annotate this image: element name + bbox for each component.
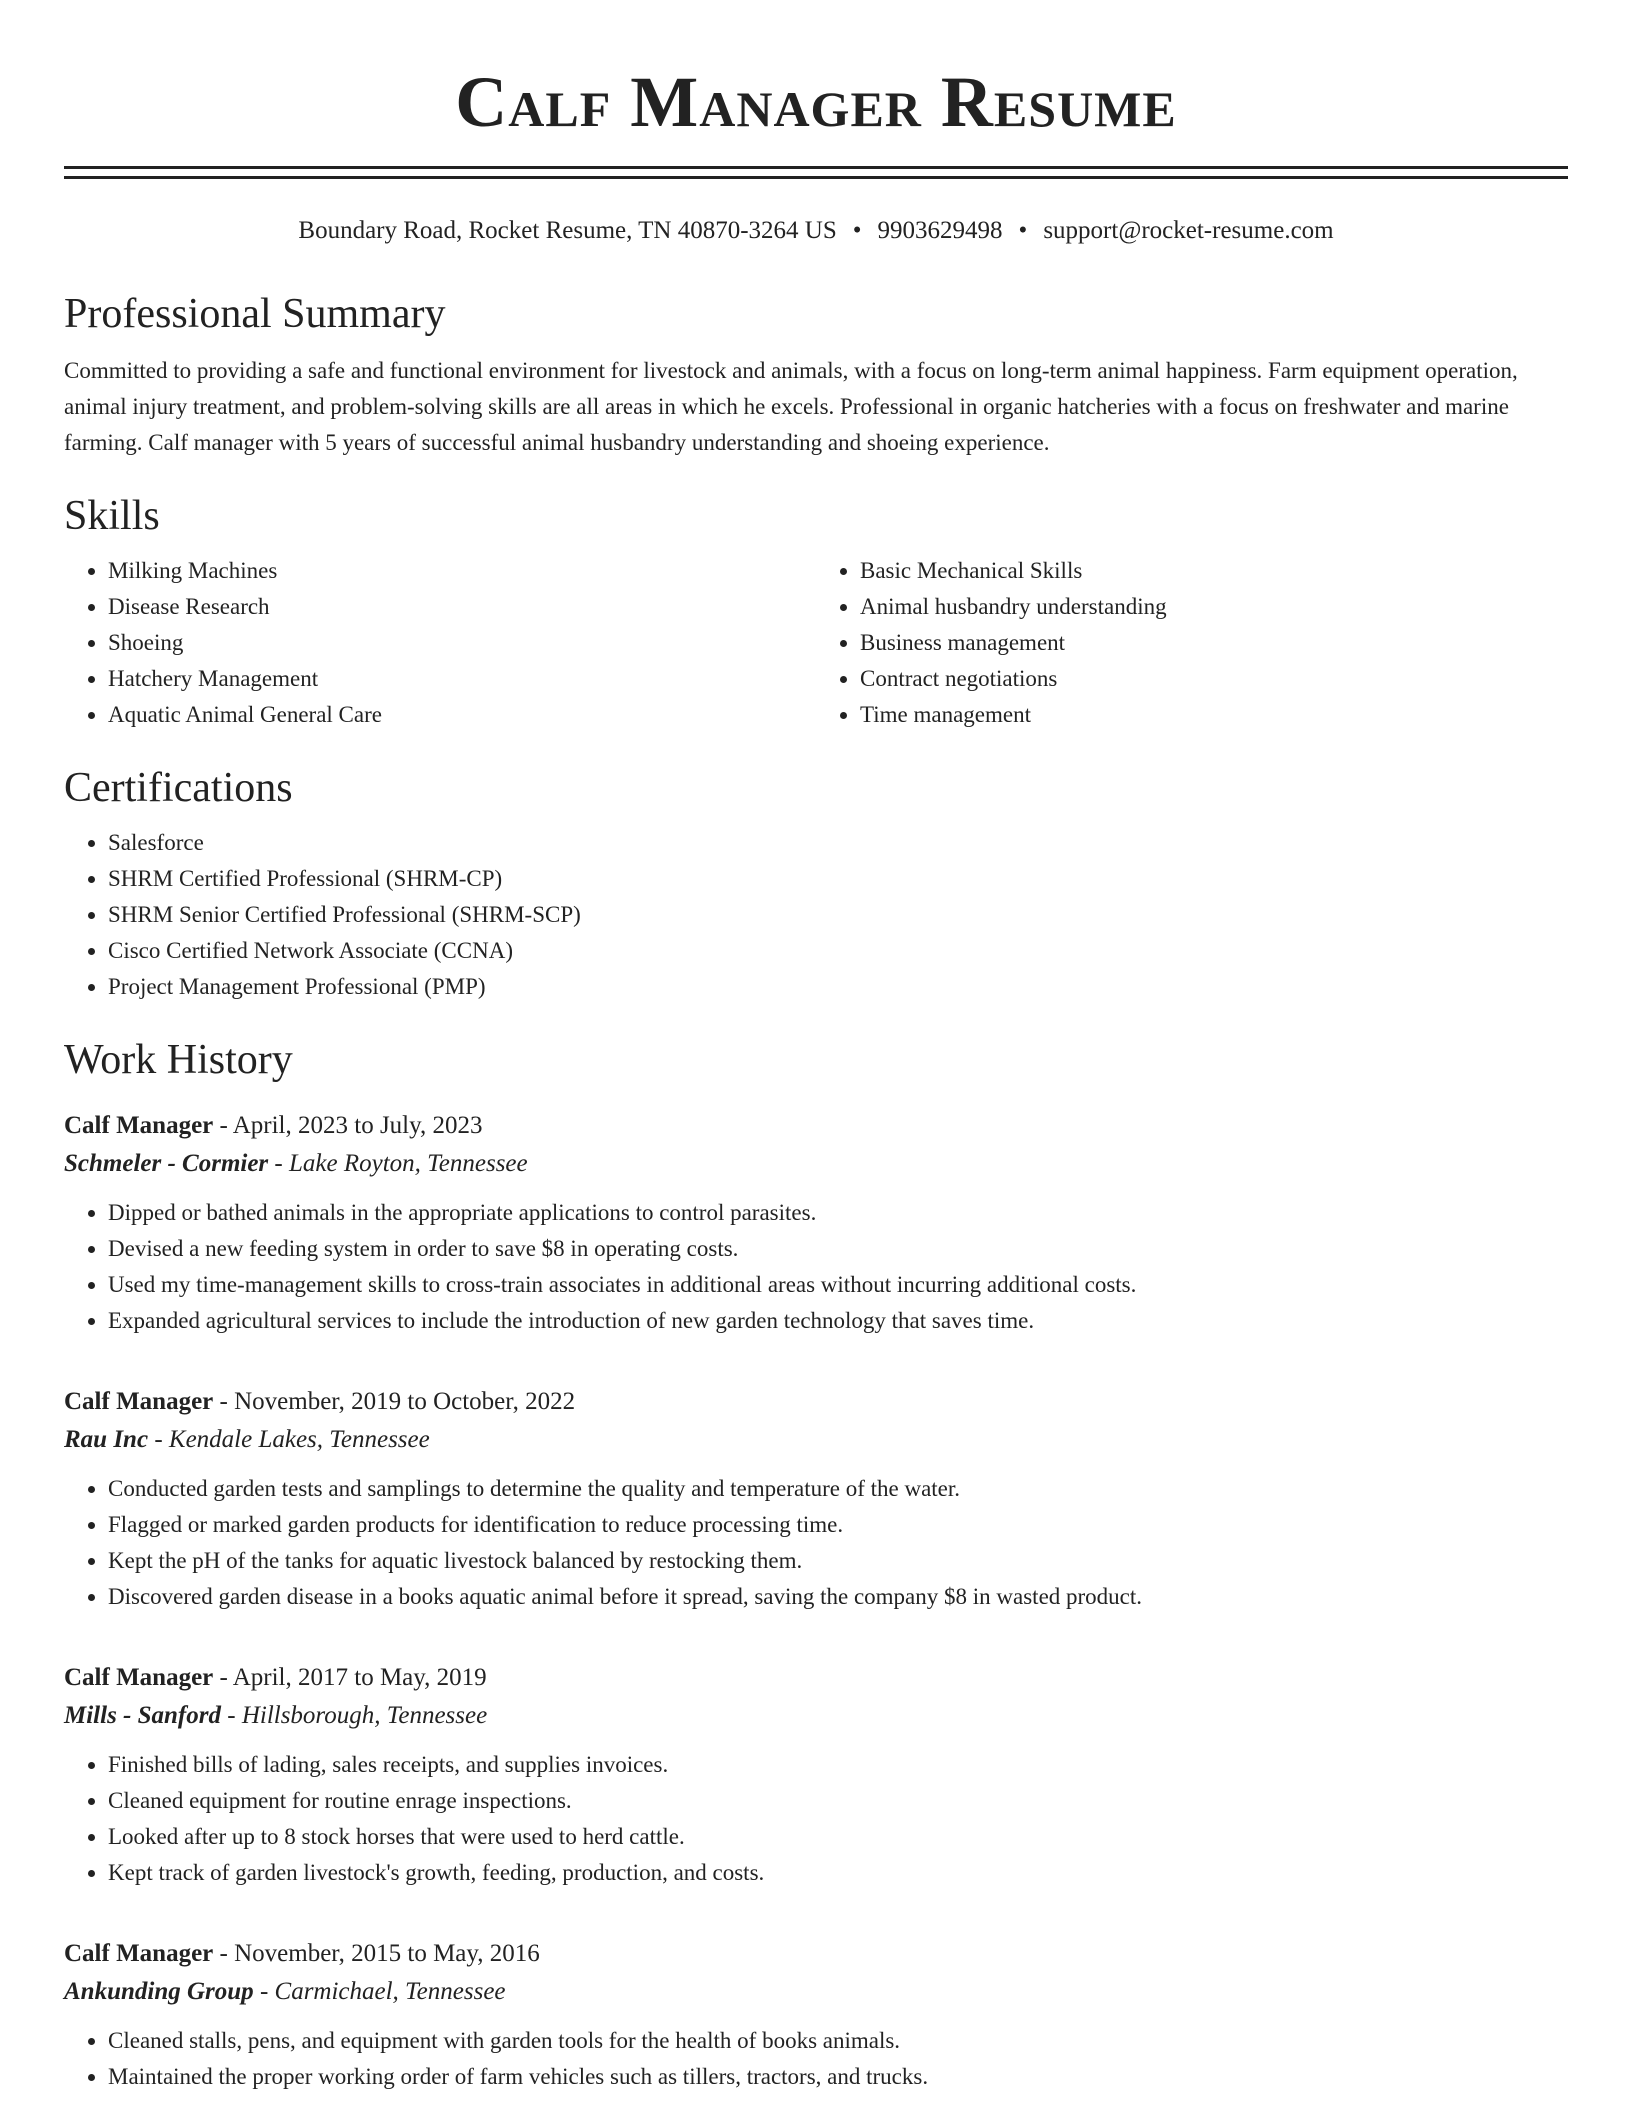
job-company-line bbox=[64, 1421, 1568, 1459]
job-title: Calf Manager bbox=[64, 1388, 214, 1415]
job-dates: November, 2015 to May, 2016 bbox=[234, 1940, 540, 1967]
job-bullets bbox=[64, 2023, 1568, 2095]
skill-item: • Aquatic Animal General Care bbox=[108, 697, 816, 733]
job-bullet: • Flagged or marked garden products for identification to reduce processing time. bbox=[108, 1507, 1568, 1543]
resume-title: Calf Manager Resume bbox=[455, 62, 1177, 142]
certifications-heading: Certifications bbox=[64, 765, 293, 811]
job-location: Lake Royton, Tennessee bbox=[289, 1150, 528, 1177]
job-dates: April, 2017 to May, 2019 bbox=[232, 1664, 487, 1691]
job-company-line bbox=[64, 1697, 1568, 1735]
job-location: Kendale Lakes, Tennessee bbox=[168, 1426, 430, 1453]
job-dates: April, 2023 to July, 2023 bbox=[232, 1112, 483, 1139]
job-bullets bbox=[64, 1195, 1568, 1339]
job-title-line bbox=[64, 1383, 1568, 1421]
job-dash: - bbox=[253, 1978, 275, 2005]
certification-item: • Cisco Certified Network Associate (CCNA) bbox=[108, 933, 1568, 969]
job-bullet: • Kept the pH of the tanks for aquatic livestock balanced by restocking them. bbox=[108, 1543, 1568, 1579]
contact-address: Boundary Road, Rocket Resume, TN 40870-3264 US bbox=[298, 217, 837, 244]
job-entry bbox=[64, 1383, 1568, 1615]
title-divider-bottom bbox=[64, 176, 1568, 179]
job-dash: - bbox=[213, 1388, 235, 1415]
skills-heading: Skills bbox=[64, 493, 160, 539]
contact-line bbox=[64, 215, 1568, 247]
job-bullet: • Cleaned stalls, pens, and equipment with garden tools for the health of books animals. bbox=[108, 2023, 1568, 2059]
job-dash: - bbox=[220, 1702, 242, 1729]
skill-item: • Disease Research bbox=[108, 589, 816, 625]
skills-list-right bbox=[816, 553, 1568, 733]
job-bullet: • Dipped or bathed animals in the appropriate applications to control parasites. bbox=[108, 1195, 1568, 1231]
skill-item: • Basic Mechanical Skills bbox=[860, 553, 1568, 589]
summary-heading: Professional Summary bbox=[64, 291, 446, 337]
job-entry bbox=[64, 1935, 1568, 2095]
skill-item: • Time management bbox=[860, 697, 1568, 733]
job-bullet: • Expanded agricultural services to include the introduction of new garden technology that saves time. bbox=[108, 1303, 1568, 1339]
certification-item: • SHRM Senior Certified Professional (SHRM-SCP) bbox=[108, 897, 1568, 933]
job-title-line bbox=[64, 1659, 1568, 1697]
job-dash: - bbox=[268, 1150, 289, 1177]
skills-columns bbox=[64, 553, 1568, 733]
skill-item: • Hatchery Management bbox=[108, 661, 816, 697]
certification-item: • SHRM Certified Professional (SHRM-CP) bbox=[108, 861, 1568, 897]
contact-email: support@rocket-resume.com bbox=[1043, 217, 1334, 244]
job-dash: - bbox=[213, 1940, 235, 1967]
contact-separator: • bbox=[1018, 217, 1028, 244]
job-title-line bbox=[64, 1935, 1568, 1973]
title-divider-top bbox=[64, 166, 1568, 169]
job-bullet: • Finished bills of lading, sales receipts, and supplies invoices. bbox=[108, 1747, 1568, 1783]
contact-separator: • bbox=[852, 217, 862, 244]
job-location: Carmichael, Tennessee bbox=[274, 1978, 506, 2005]
job-bullet: • Cleaned equipment for routine enrage inspections. bbox=[108, 1783, 1568, 1819]
job-bullet: • Discovered garden disease in a books aquatic animal before it spread, saving the company $8 in wasted product. bbox=[108, 1579, 1568, 1615]
contact-phone: 9903629498 bbox=[877, 217, 1003, 244]
job-location: Hillsborough, Tennessee bbox=[241, 1702, 488, 1729]
skills-list-left bbox=[64, 553, 816, 733]
job-bullet: • Used my time-management skills to cross-train associates in additional areas without incurring additional costs. bbox=[108, 1267, 1568, 1303]
skill-item: • Contract negotiations bbox=[860, 661, 1568, 697]
certification-item: • Project Management Professional (PMP) bbox=[108, 969, 1568, 1005]
skill-item: • Milking Machines bbox=[108, 553, 816, 589]
job-bullets bbox=[64, 1747, 1568, 1891]
certification-item: • Salesforce bbox=[108, 825, 1568, 861]
job-company: Rau Inc bbox=[64, 1426, 149, 1453]
job-company: Mills - Sanford bbox=[64, 1702, 221, 1729]
work-history-heading: Work History bbox=[64, 1037, 293, 1083]
job-bullet: • Looked after up to 8 stock horses that were used to herd cattle. bbox=[108, 1819, 1568, 1855]
job-title: Calf Manager bbox=[64, 1112, 214, 1139]
job-title: Calf Manager bbox=[64, 1940, 214, 1967]
certifications-list bbox=[64, 825, 1568, 1005]
job-dates: November, 2019 to October, 2022 bbox=[234, 1388, 576, 1415]
job-dash: - bbox=[213, 1664, 233, 1691]
job-bullet: • Maintained the proper working order of farm vehicles such as tillers, tractors, and trucks. bbox=[108, 2059, 1568, 2095]
job-entry bbox=[64, 1659, 1568, 1891]
job-title: Calf Manager bbox=[64, 1664, 214, 1691]
job-company-line bbox=[64, 1145, 1568, 1183]
job-bullets bbox=[64, 1471, 1568, 1615]
skill-item: • Animal husbandry understanding bbox=[860, 589, 1568, 625]
job-company-line bbox=[64, 1973, 1568, 2011]
job-entry bbox=[64, 1107, 1568, 1339]
skill-item: • Shoeing bbox=[108, 625, 816, 661]
job-bullet: • Devised a new feeding system in order to save $8 in operating costs. bbox=[108, 1231, 1568, 1267]
skill-item: • Business management bbox=[860, 625, 1568, 661]
job-company: Ankunding Group bbox=[64, 1978, 254, 2005]
summary-text: Committed to providing a safe and functional environment for livestock and animals, with a focus on long-term animal happiness. Farm equipment operation, animal injury treatment, and problem-solving skills are all areas in which he excels. Professional in organic hatcheries with a focus on freshwater and marine farming. Calf manager with 5 years of successful animal husbandry understanding and shoeing experience. bbox=[64, 358, 1518, 455]
job-title-line bbox=[64, 1107, 1568, 1145]
job-dash: - bbox=[213, 1112, 233, 1139]
job-bullet: • Conducted garden tests and samplings to determine the quality and temperature of the water. bbox=[108, 1471, 1568, 1507]
job-bullet: • Kept track of garden livestock's growth, feeding, production, and costs. bbox=[108, 1855, 1568, 1891]
job-company: Schmeler - Cormier bbox=[64, 1150, 269, 1177]
job-dash: - bbox=[148, 1426, 169, 1453]
